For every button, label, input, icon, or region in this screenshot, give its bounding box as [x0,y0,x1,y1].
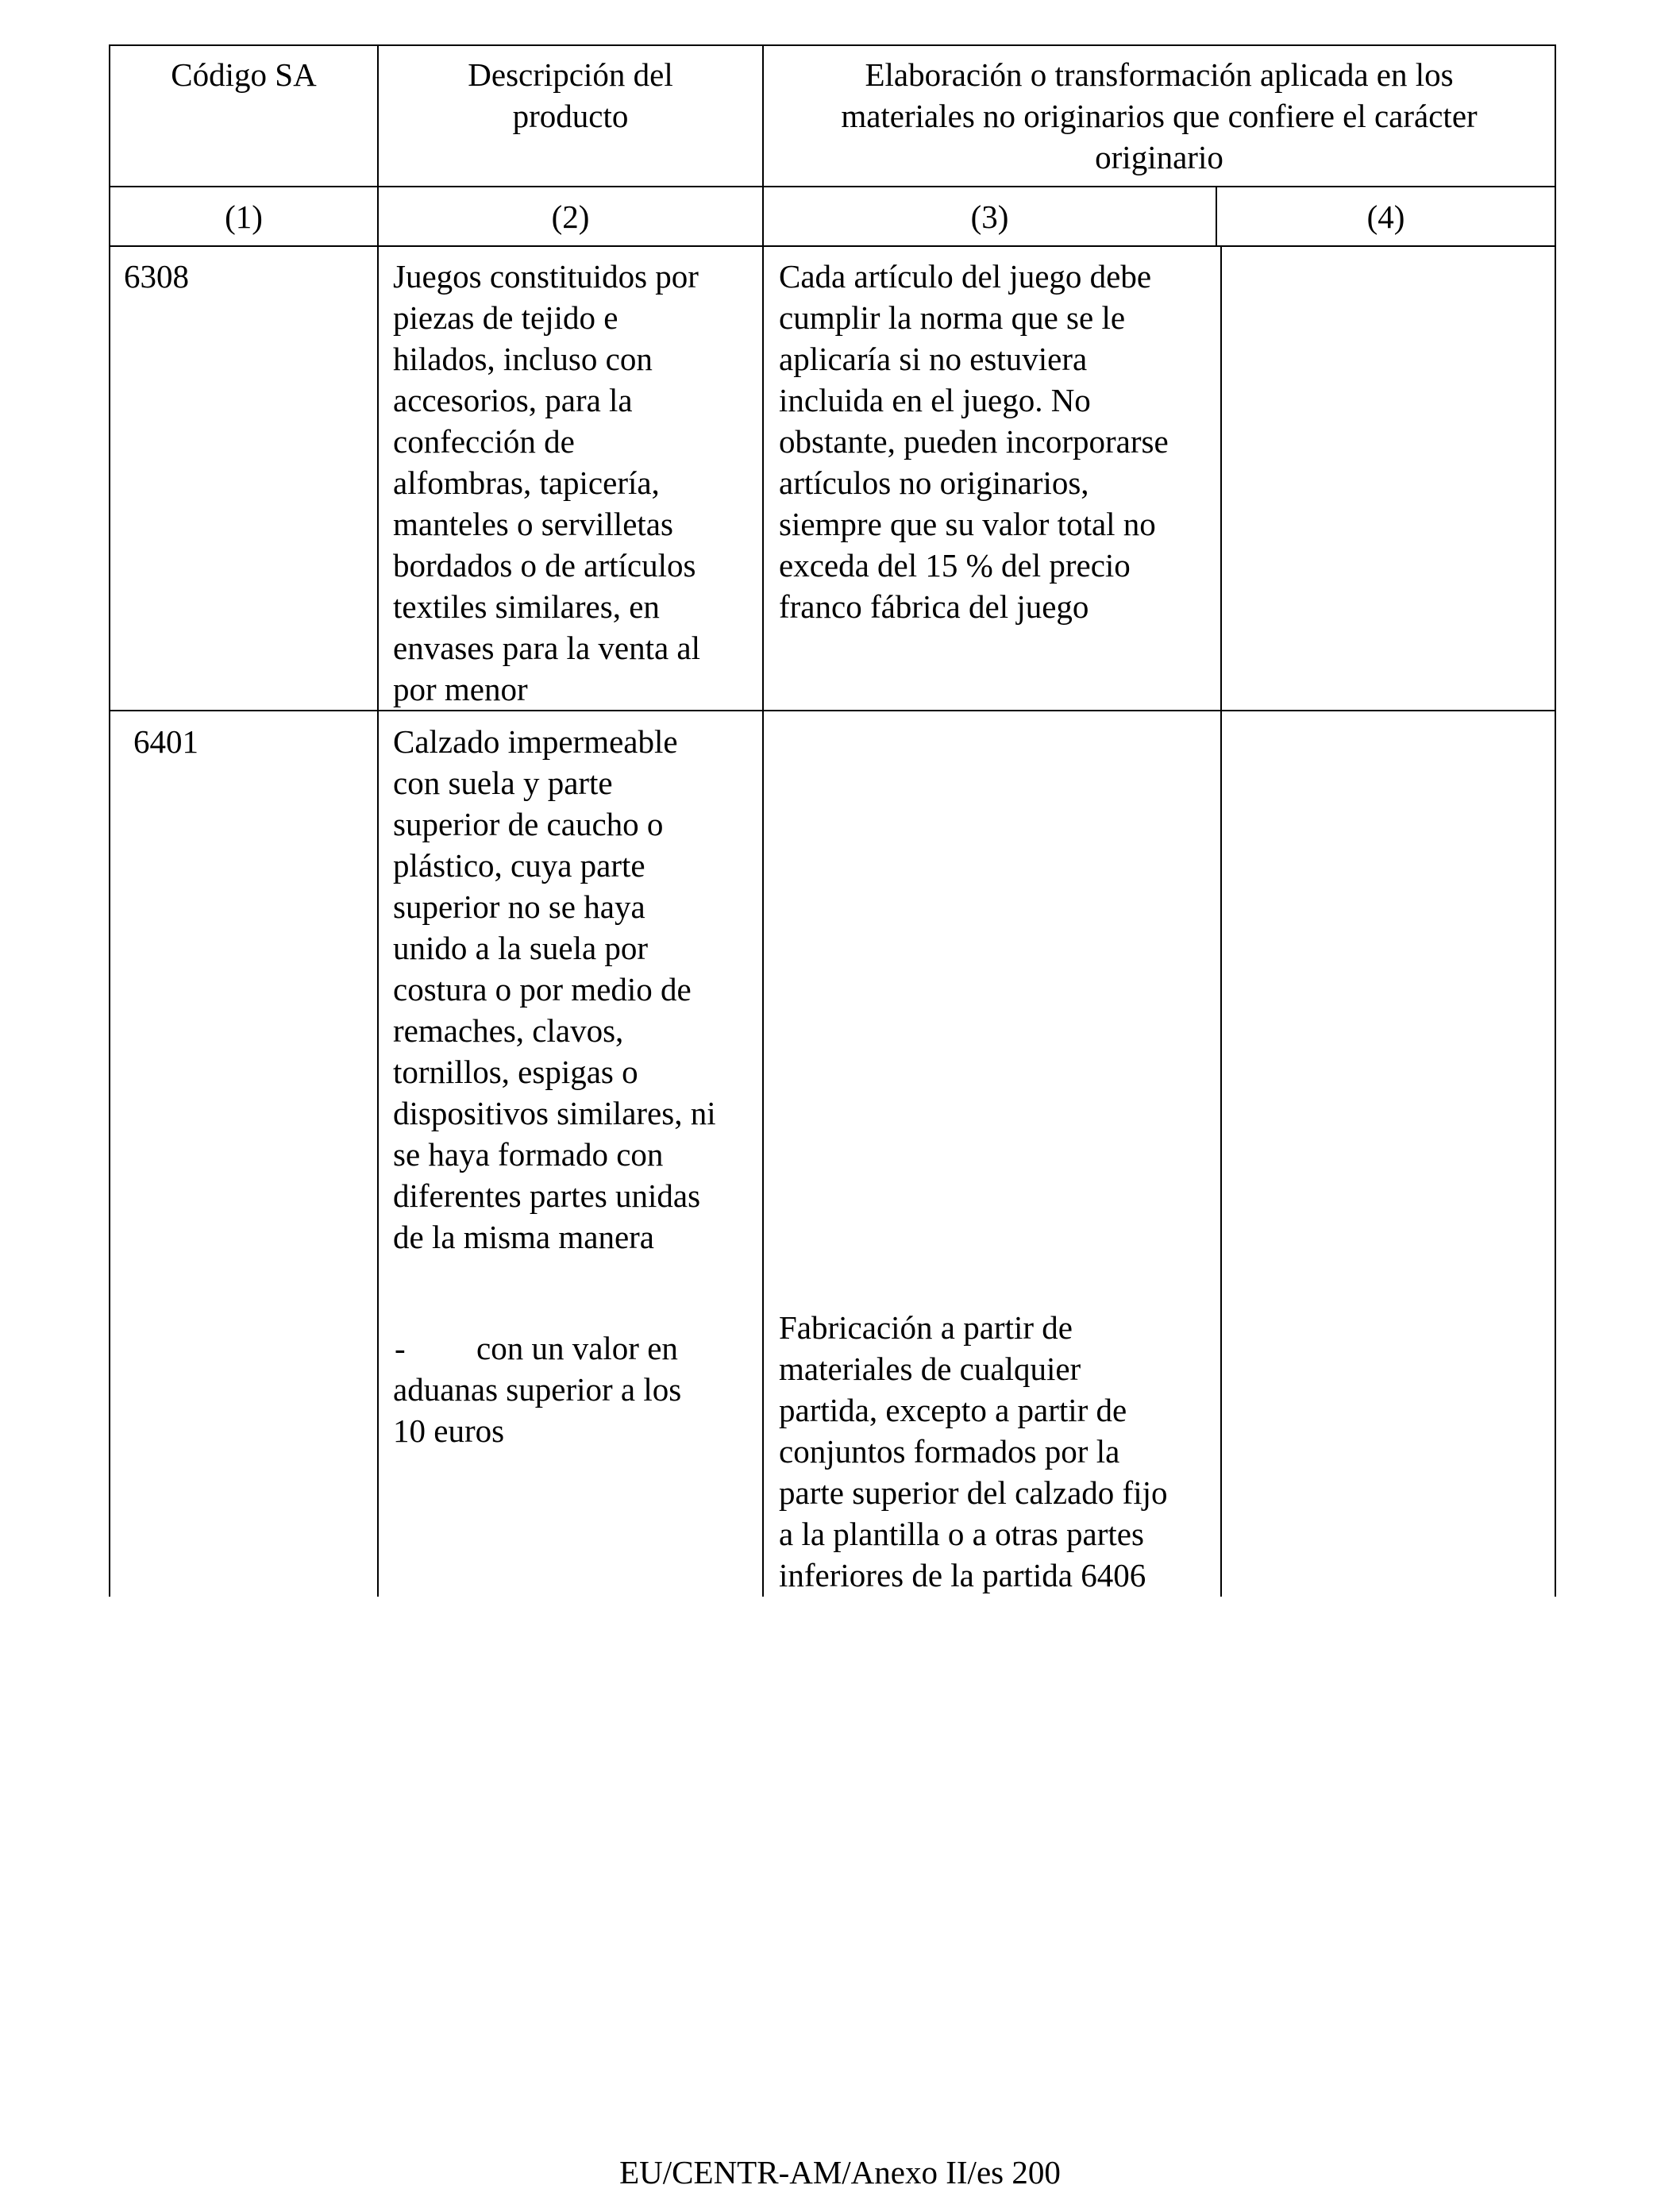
numbers-bottom-border [109,245,1556,247]
header-bottom-border [109,186,1556,187]
row-6401-description: Calzado impermeable con suela y parte superior de caucho o plástico, cuya parte superior no se haya unido a la suela por costura o por medio de remaches, clavos, tornillos, espigas o dispositivos similares, ni se haya formado con diferentes partes unidas de la misma manera [393,723,716,1255]
row-6308-rule: Cada artículo del juego debe cumplir la norma que se le aplicaría si no estuviera incluida en el juego. No obstante, pueden incorporarse artículos no originarios, siempre que su valor total no exceda del 15 % del precio franco fábrica del juego [779,258,1169,625]
row-6401-sub-rule: Fabricación a partir de materiales de cualquier partida, excepto a partir de conjuntos formados por la parte superior del calzado fijo a la plantilla o a otras partes inferiores de la partida 6406 [779,1309,1168,1593]
header-elaboracion: Elaboración o transformación aplicada en los materiales no originarios que confiere el carácter originario [841,56,1478,175]
page-footer-reference: EU/CENTR-AM/Anexo II/es 200 [619,2154,1061,2191]
col2-col3-divider [762,44,764,1597]
row-6308-description: Juegos constituidos por piezas de tejido e hilados, incluso con accesorios, para la confección de alfombras, tapicería, manteles o servilletas bordados o de artículos textiles similares, en envases para la venta al por menor [393,258,701,707]
row-6308-bottom-border [109,710,1556,711]
column-number-3: (3) [970,198,1009,235]
row-6401-sub-description: con un valor en aduanas superior a los 10 euros [393,1330,682,1449]
row-6308-code: 6308 [124,258,189,295]
column-number-2: (2) [551,198,590,235]
col1-col2-divider [377,44,379,1597]
row-6401-code: 6401 [133,723,198,760]
table-right-border [1555,44,1556,1597]
row-6401-sub-dash: - [395,1330,406,1366]
table-top-border [109,44,1556,46]
header-codigo-sa: Código SA [171,56,317,93]
table-left-border [109,44,110,1597]
col3-col4-divider [1220,245,1222,1597]
header-descripcion: Descripción del producto [468,56,673,134]
column-number-4: (4) [1366,198,1405,235]
column-number-1: (1) [225,198,263,235]
